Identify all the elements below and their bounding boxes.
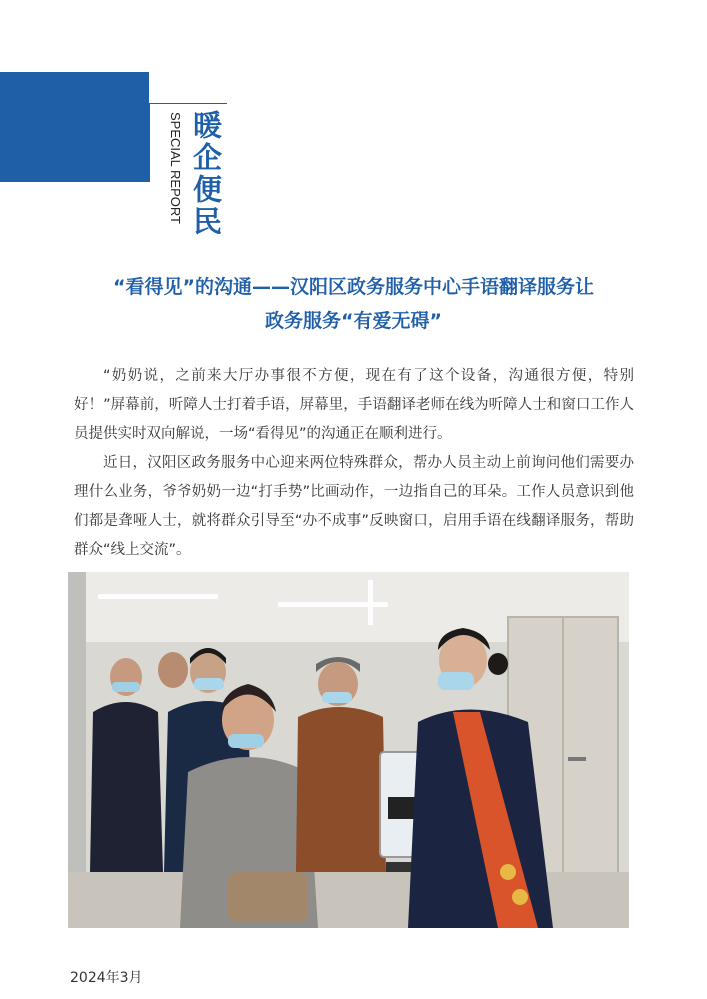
article-headline [60,270,647,338]
photo-illustration [68,572,629,928]
article-body [74,362,634,565]
header-vertical-rule [149,103,150,182]
header-rule [149,103,227,104]
section-title: 暖企便民 [189,110,223,238]
paragraph: 近日，汉阳区政务服务中心迎来两位特殊群众，帮办人员主动上前询问他们需要办理什么业务，爷爷奶奶一边“打手势”比画动作，一边指自己的耳朵。工作人员意识到他们都是聋哑人士，就将群众引导至“办不成事”反映窗口，启用手语在线翻译服务，帮助群众“线上交流”。 [74,455,634,558]
headline-line-2: 政务服务“有爱无碍” [265,310,442,332]
headline-line-1: “看得见”的沟通——汉阳区政务服务中心手语翻译服务让 [113,276,594,298]
article-photo [68,572,629,928]
issue-date: 2024年3月 [70,970,143,986]
paragraph: “奶奶说，之前来大厅办事很不方便，现在有了这个设备，沟通很方便，特别好！”屏幕前，听障人士打着手语，屏幕里，手语翻译老师在线为听障人士和窗口工作人员提供实时双向解说，一场“看得见”的沟通正在顺利进行。 [74,368,634,442]
special-report-label: SPECIAL REPORT [168,112,183,224]
header-color-block [0,72,149,182]
